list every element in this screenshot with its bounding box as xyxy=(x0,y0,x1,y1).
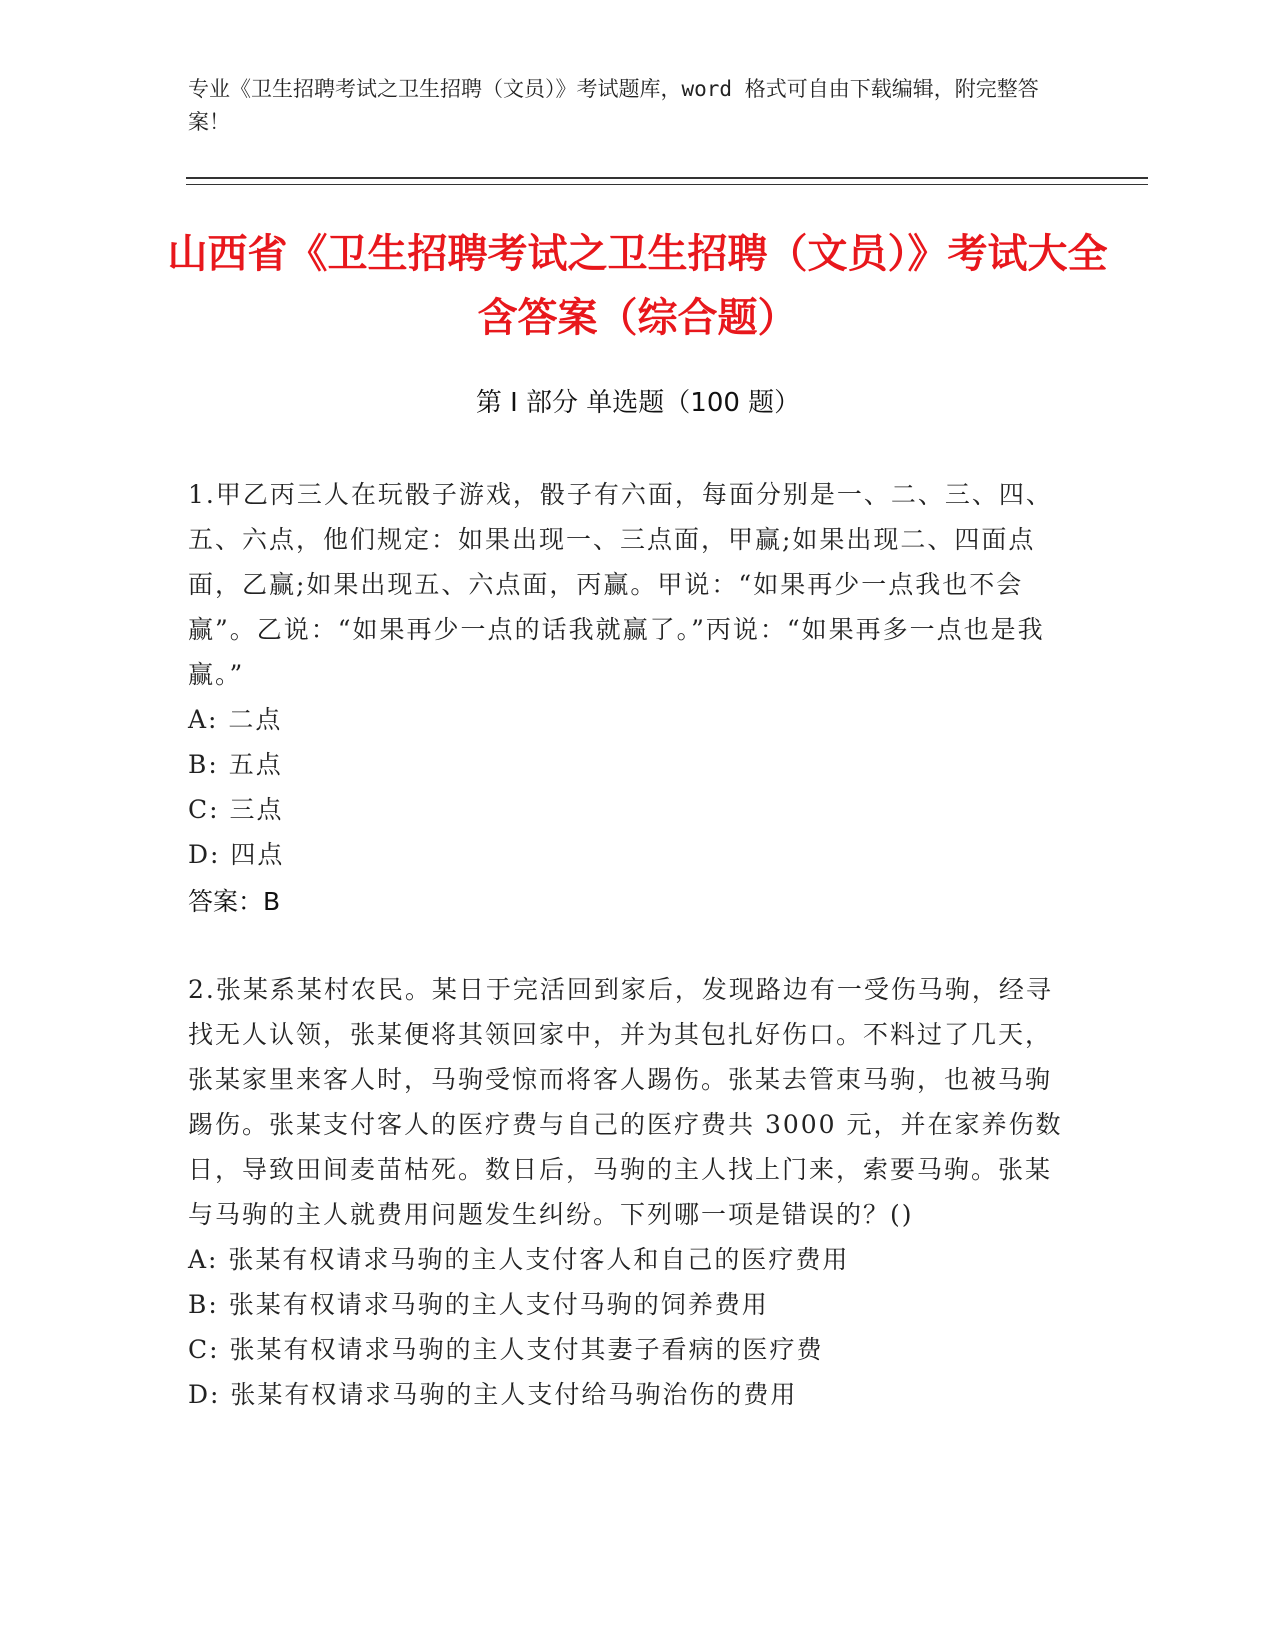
header-note: 专业《卫生招聘考试之卫生招聘（文员）》考试题库，word 格式可自由下载编辑，附完整答案！ xyxy=(188,77,1039,134)
question-stem: 2.张某系某村农民。某日于完活回到家后，发现路边有一受伤马驹，经寻找无人认领，张某便将其领回家中，并为其包扎好伤口。不料过了几天，张某家里来客人时，马驹受惊而将客人踢伤。张某去管束马驹，也被马驹踢伤。张某支付客人的医疗费与自己的医疗费共 3000 元，并在家养伤数日，导致田间麦苗枯死。数日后，马驹的主人找上门来，索要马驹。张某与马驹的主人就费用问题发生纠纷。下列哪一项是错误的？() xyxy=(188,975,1063,1229)
question-stem: 1.甲乙丙三人在玩骰子游戏，骰子有六面，每面分别是一、二、三、四、五、六点，他们规定：如果出现一、三点面，甲赢;如果出现二、四面点面，乙赢;如果出现五、六点面，丙赢。甲说：“如果再少一点我也不会赢”。乙说：“如果再少一点的话我就赢了。”丙说：“如果再多一点也是我赢。” xyxy=(188,480,1053,689)
question-1 xyxy=(188,472,1078,924)
section-title: 第 I 部分 单选题（100 题） xyxy=(475,388,801,418)
option-d: D: 张某有权请求马驹的主人支付给马驹治伤的费用 xyxy=(188,1380,798,1409)
answer: 答案：B xyxy=(188,887,281,916)
header-divider xyxy=(186,177,1148,185)
option-a: A: 二点 xyxy=(188,705,283,734)
option-list xyxy=(188,1237,1078,1417)
option-b: B: 五点 xyxy=(188,750,283,779)
option-d: D: 四点 xyxy=(188,840,285,869)
question-2 xyxy=(188,967,1078,1417)
document-title: 山西省《卫生招聘考试之卫生招聘（文员）》考试大全含答案（综合题） xyxy=(167,231,1108,341)
option-c: C: 张某有权请求马驹的主人支付其妻子看病的医疗费 xyxy=(188,1335,824,1364)
option-b: B: 张某有权请求马驹的主人支付马驹的饲养费用 xyxy=(188,1290,769,1319)
option-c: C: 三点 xyxy=(188,795,284,824)
option-a: A: 张某有权请求马驹的主人支付客人和自己的医疗费用 xyxy=(188,1245,850,1274)
option-list xyxy=(188,697,1078,877)
